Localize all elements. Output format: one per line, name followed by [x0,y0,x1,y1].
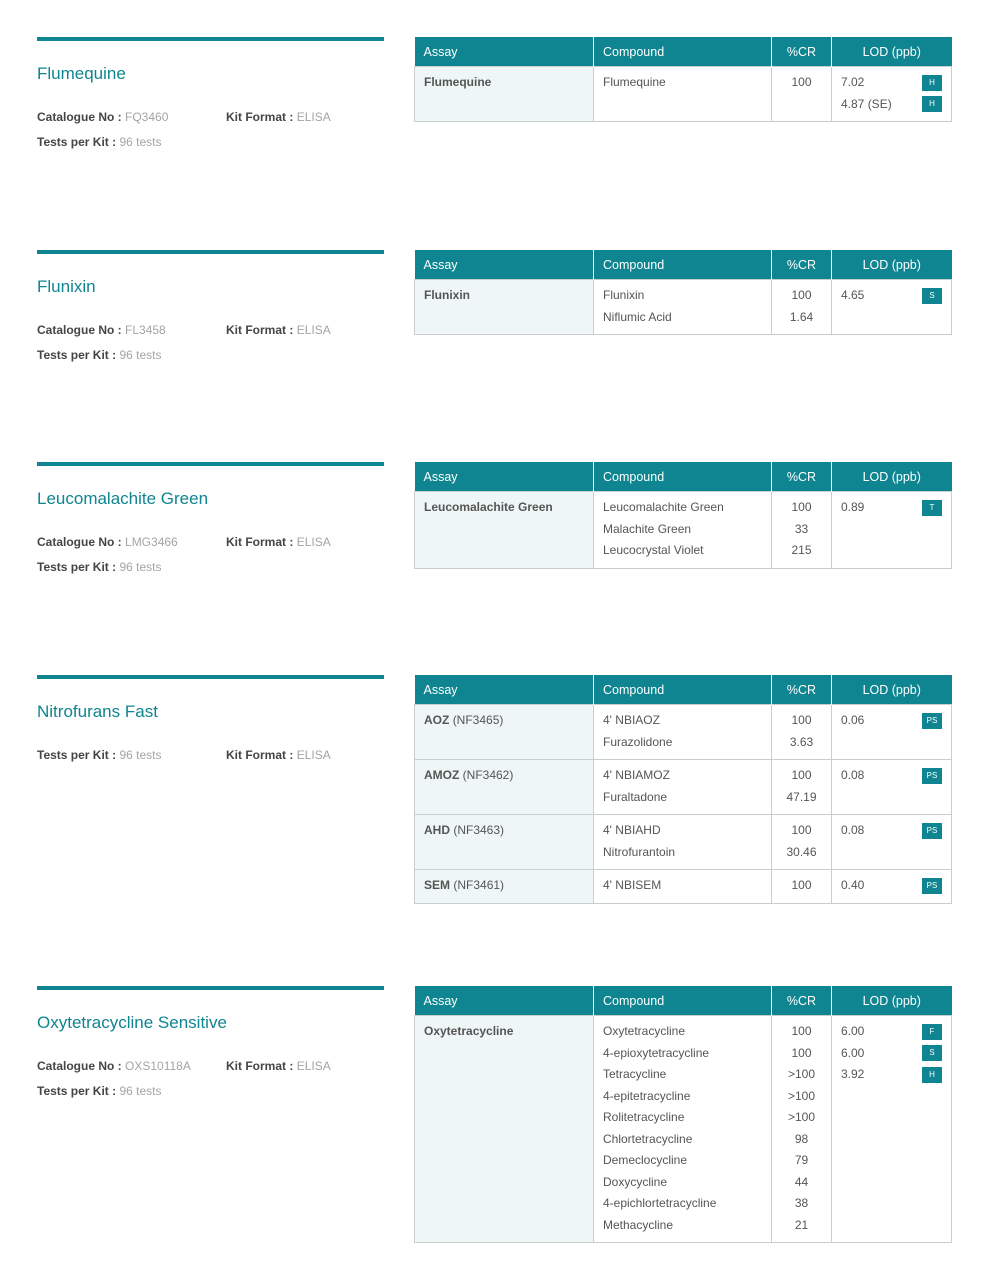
lod-badge: H [922,1067,942,1083]
assay-code: (NF3463) [453,823,505,837]
cr-value: >100 [787,1110,816,1124]
lod-cell [832,760,952,815]
field-value: ELISA [296,323,331,337]
lod-badge: T [922,500,942,516]
product-title: Flumequine [37,64,126,83]
field-label: Kit Format : [226,748,294,762]
lod-cell [832,280,952,335]
cr-value: 100 [791,1024,812,1038]
header-lod: LOD (ppb) [832,986,952,1016]
assay-cell [415,1016,594,1243]
compound-cell [594,280,772,335]
table-row [415,815,952,870]
lod-cell [832,1016,952,1243]
compound-name: Leucocrystal Violet [603,543,704,557]
compound-name: 4' NBIAHD [603,823,661,837]
cr-value: 47.19 [786,789,817,804]
cr-value: >100 [787,1088,816,1103]
lod-entry [841,820,942,842]
lod-entry [841,1043,942,1065]
compound-cell [594,67,772,122]
lod-cell [832,815,952,870]
field-value: 96 tests [119,560,162,574]
compound-name: Furaltadone [603,789,668,804]
lod-entry [841,1021,942,1043]
field-label: Tests per Kit : [37,748,117,762]
field-label: Catalogue No : [37,1059,122,1073]
compound-cell [594,815,772,870]
compound-name: Chlortetracycline [603,1131,693,1146]
product-meta [37,110,384,162]
header-cr: %CR [772,37,832,67]
cr-value: 30.46 [786,844,817,859]
cr-value: 215 [791,543,812,557]
compound-name: Methacycline [603,1217,674,1232]
product-meta [37,748,384,800]
header-lod: LOD (ppb) [832,250,952,280]
cr-value: 3.63 [789,734,814,749]
cr-cell [772,492,832,569]
cr-cell [772,870,832,904]
section-divider [37,462,384,466]
assay-line [424,497,584,519]
assay-table [414,250,952,335]
assay-cell [415,705,594,760]
lod-value: 7.02 [841,75,865,89]
lod-entry [841,765,942,787]
compound-name: 4-epioxytetracycline [603,1045,710,1060]
compound-name: 4' NBIAMOZ [603,768,670,782]
header-cr: %CR [772,250,832,280]
lod-cell [832,67,952,122]
table-row [415,705,952,760]
field-label: Catalogue No : [37,110,122,124]
cr-value: >100 [787,1067,816,1081]
kit-format-field [226,323,331,337]
compound-name: Furazolidone [603,734,673,749]
header-assay: Assay [415,986,594,1016]
product-info [37,675,384,800]
assay-name: AMOZ [424,768,460,782]
lod-badge: S [922,1045,942,1061]
kit-format-field [226,535,331,549]
cr-value: 33 [794,521,809,536]
field-label: Kit Format : [226,323,294,337]
cr-cell [772,67,832,122]
field-label: Catalogue No : [37,323,122,337]
product-info [37,462,384,587]
lod-badge: PS [922,713,942,729]
catalogue-field [37,1059,191,1073]
header-compound: Compound [594,250,772,280]
compound-name: Malachite Green [603,521,692,536]
table-row [415,870,952,904]
header-compound: Compound [594,462,772,492]
assay-code: (NF3465) [452,713,504,727]
assay-name: AHD [424,823,450,837]
kit-format-field [226,110,331,124]
assay-line [424,285,584,307]
lod-badge: PS [922,823,942,839]
table-row [415,492,952,569]
section-divider [37,37,384,41]
header-cr: %CR [772,675,832,705]
tests-field [37,348,162,362]
cr-value: 100 [791,878,812,892]
product-meta [37,1059,384,1111]
header-compound: Compound [594,37,772,67]
lod-value: 6.00 [841,1045,865,1060]
product-title: Nitrofurans Fast [37,702,158,721]
table-row [415,67,952,122]
assay-table [414,675,952,904]
lod-badge: PS [922,878,942,894]
field-value: 96 tests [119,348,162,362]
compound-name: 4-epichlortetracycline [603,1196,717,1210]
product-info [37,986,384,1111]
compound-cell [594,705,772,760]
assay-cell [415,280,594,335]
table-row [415,280,952,335]
assay-cell [415,815,594,870]
assay-line [424,1021,584,1043]
field-value: OXS10118A [125,1059,191,1073]
compound-name: 4' NBISEM [603,878,662,892]
assay-table [414,986,952,1243]
cr-value: 100 [791,713,812,727]
header-cr: %CR [772,462,832,492]
compound-cell [594,870,772,904]
assay-line [424,820,584,842]
lod-badge: H [922,96,942,112]
field-value: FQ3460 [125,110,169,124]
lod-value: 6.00 [841,1024,865,1038]
cr-value: 21 [794,1217,809,1232]
assay-code: (NF3461) [453,878,505,892]
lod-cell [832,870,952,904]
field-label: Tests per Kit : [37,1084,117,1098]
field-value: ELISA [296,110,331,124]
table-header-row [415,462,952,492]
field-label: Tests per Kit : [37,348,117,362]
assay-name: Leucomalachite Green [424,500,553,514]
cr-value: 100 [791,500,812,514]
assay-table [414,37,952,122]
compound-name: Demeclocycline [603,1153,688,1167]
assay-code: (NF3462) [462,768,514,782]
field-value: ELISA [296,748,331,762]
header-assay: Assay [415,675,594,705]
assay-cell [415,492,594,569]
header-assay: Assay [415,37,594,67]
lod-cell [832,492,952,569]
field-value: LMG3466 [125,535,178,549]
compound-name: Doxycycline [603,1174,668,1189]
kit-format-field [226,1059,331,1073]
assay-line [424,72,584,94]
lod-value: 0.06 [841,713,865,727]
lod-entry [841,1064,942,1086]
header-compound: Compound [594,986,772,1016]
table-row [415,760,952,815]
table-row [415,1016,952,1243]
field-value: 96 tests [119,1084,162,1098]
cr-cell [772,815,832,870]
lod-entry [841,875,942,897]
compound-name: Oxytetracycline [603,1024,686,1038]
table-header-row [415,37,952,67]
lod-value: 0.89 [841,500,865,514]
cr-cell [772,280,832,335]
compound-name: Tetracycline [603,1067,667,1081]
compound-cell [594,1016,772,1243]
compound-name: 4' NBIAOZ [603,713,660,727]
tests-field [37,1084,162,1098]
lod-entry [841,710,942,732]
cr-value: 100 [791,288,812,302]
compound-name: Rolitetracycline [603,1110,685,1124]
lod-entry [841,497,942,519]
cr-value: 100 [791,1045,812,1060]
header-lod: LOD (ppb) [832,37,952,67]
compound-name: Leucomalachite Green [603,500,724,514]
header-assay: Assay [415,250,594,280]
cr-value: 1.64 [789,309,814,324]
assay-line [424,875,584,897]
field-label: Tests per Kit : [37,560,117,574]
assay-name: SEM [424,878,451,892]
header-assay: Assay [415,462,594,492]
table-header-row [415,675,952,705]
cr-value: 98 [794,1131,809,1146]
lod-value: 4.65 [841,288,865,302]
lod-value: 4.87 (SE) [841,96,892,111]
cr-value: 44 [794,1174,809,1189]
field-label: Kit Format : [226,110,294,124]
kit-format-field [226,748,331,762]
section-divider [37,250,384,254]
assay-table [414,462,952,569]
product-meta [37,323,384,375]
assay-cell [415,870,594,904]
compound-name: Flumequine [603,75,666,89]
catalogue-field [37,535,178,549]
header-compound: Compound [594,675,772,705]
lod-badge: H [922,75,942,91]
lod-value: 3.92 [841,1067,865,1081]
compound-name: Niflumic Acid [603,309,672,324]
tests-field [37,748,162,762]
table-header-row [415,250,952,280]
lod-badge: F [922,1024,942,1040]
product-info [37,37,384,162]
section-divider [37,986,384,990]
lod-badge: S [922,288,942,304]
cr-value: 100 [791,823,812,837]
cr-value: 100 [791,768,812,782]
lod-cell [832,705,952,760]
catalogue-field [37,323,166,337]
lod-value: 0.40 [841,878,865,892]
lod-value: 0.08 [841,823,865,837]
assay-name: Flunixin [424,288,470,302]
cr-cell [772,760,832,815]
lod-value: 0.08 [841,768,865,782]
cr-value: 100 [791,75,812,89]
header-cr: %CR [772,986,832,1016]
product-meta [37,535,384,587]
product-title: Flunixin [37,277,96,296]
lod-entry [841,72,942,94]
section-divider [37,675,384,679]
compound-cell [594,760,772,815]
compound-name: Flunixin [603,288,645,302]
lod-entry [841,94,942,116]
header-lod: LOD (ppb) [832,675,952,705]
lod-badge: PS [922,768,942,784]
field-label: Tests per Kit : [37,135,117,149]
field-label: Kit Format : [226,535,294,549]
field-value: ELISA [296,1059,331,1073]
assay-cell [415,760,594,815]
compound-name: 4-epitetracycline [603,1088,691,1103]
assay-name: AOZ [424,713,450,727]
product-title: Oxytetracycline Sensitive [37,1013,227,1032]
assay-name: Oxytetracycline [424,1024,514,1038]
cr-cell [772,1016,832,1243]
field-value: ELISA [296,535,331,549]
field-value: 96 tests [119,748,162,762]
field-value: 96 tests [119,135,162,149]
header-lod: LOD (ppb) [832,462,952,492]
cr-value: 79 [794,1153,809,1167]
catalogue-field [37,110,168,124]
assay-line [424,765,584,787]
compound-cell [594,492,772,569]
product-info [37,250,384,375]
assay-cell [415,67,594,122]
tests-field [37,135,162,149]
lod-entry [841,285,942,307]
compound-name: Nitrofurantoin [603,844,676,859]
cr-value: 38 [794,1196,809,1210]
table-header-row [415,986,952,1016]
assay-line [424,710,584,732]
field-label: Catalogue No : [37,535,122,549]
assay-name: Flumequine [424,75,492,89]
tests-field [37,560,162,574]
field-value: FL3458 [125,323,166,337]
cr-cell [772,705,832,760]
product-title: Leucomalachite Green [37,489,209,508]
field-label: Kit Format : [226,1059,294,1073]
